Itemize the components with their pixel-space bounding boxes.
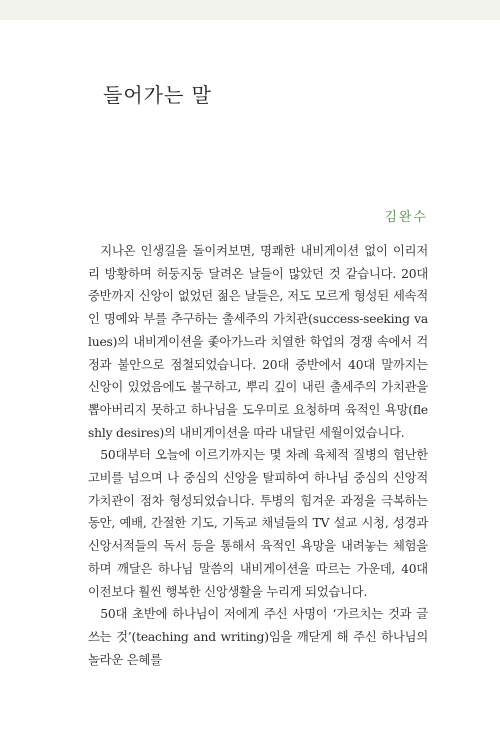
author-name: 김완수 xyxy=(384,210,428,225)
top-band xyxy=(0,0,500,20)
page-title: 들어가는 말 xyxy=(103,83,212,107)
paragraph-3: 50대 초반에 하나님이 저에게 주신 사명이 ‘가르치는 것과 글 쓰는 것’(teaching and writing)임을 깨닫게 해 주신 하나님의 놀라운 은혜를 xyxy=(88,607,428,667)
paragraph-2: 50대부터 오늘에 이르기까지는 몇 차례 육체적 질병의 험난한 고비를 넘으며 나 중심의 신앙을 탈피하여 하나님 중심의 신앙적 가치관이 점차 형성되었습니다. 투병의 힘겨운 과정을 극복하는 동안, 예배, 간절한 기도, 기독교 채널들의 TV 설교 시청, 성경과 신앙서적들의 독서 등을 통해서 육적인 욕망을 내려놓는 체험을 하며 깨달은 하나님 말씀의 내비게이션을 따르는 가운데, 40대 이전보다 훨씬 행복한 신앙생활을 누리게 되었습니다. xyxy=(88,448,428,599)
paragraph-1: 지나온 인생길을 돌이켜보면, 명쾌한 내비게이션 없이 이리저리 방황하며 허둥지둥 달려온 날들이 많았던 것 같습니다. 20대 중반까지 신앙이 없었던 젊은 날들은, 저도 모르게 형성된 세속적인 명예와 부를 추구하는 출세주의 가치관(success-seeking values)의 내비게이션을 좇아가느라 치열한 학업의 경쟁 속에서 걱정과 불안으로 점철되었습니다. 20대 중반에서 40대 말까지는 신앙이 있었음에도 불구하고, 뿌리 깊이 내린 출세주의 가치관을 뽑아버리지 못하고 하나님을 도우미로 요청하며 육적인 욕망(fleshly desires)의 내비게이션을 따라 내달린 세월이었습니다. xyxy=(88,244,428,440)
body-text xyxy=(88,240,428,671)
